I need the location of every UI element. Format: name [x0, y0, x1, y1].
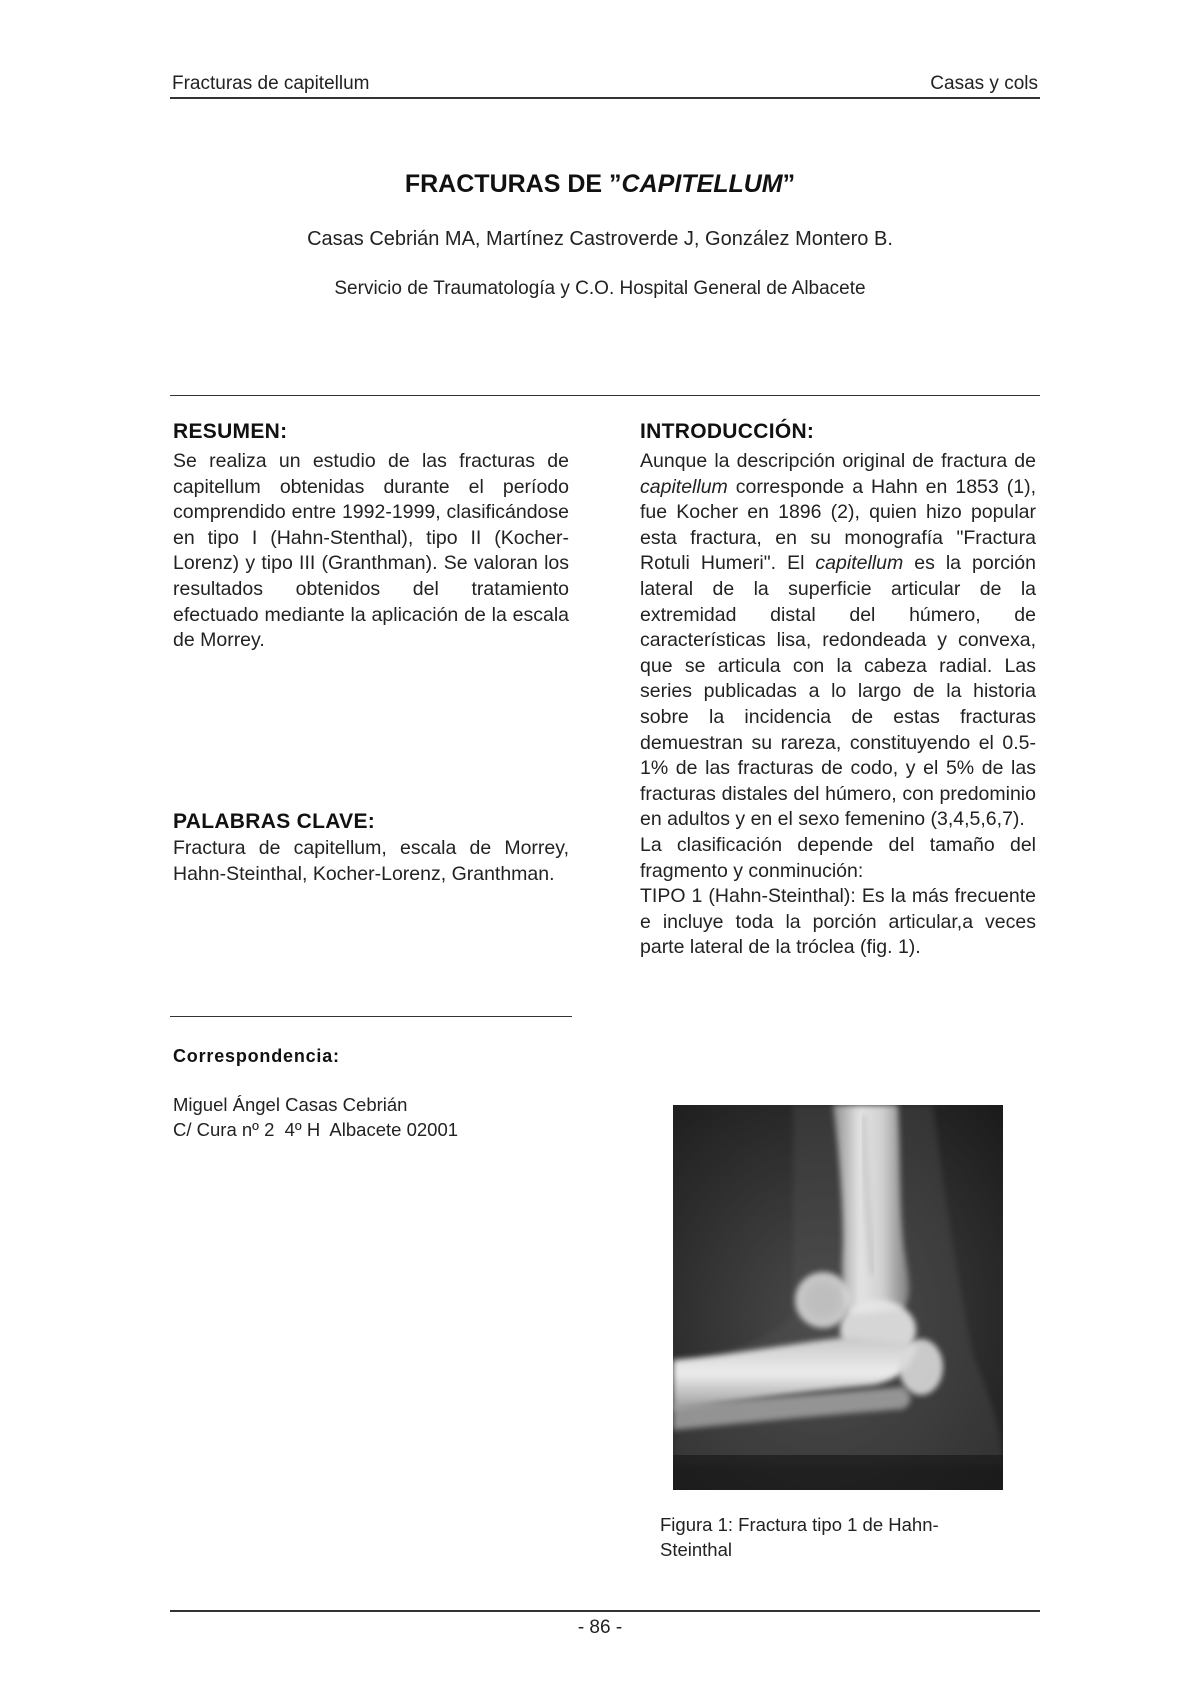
- header-rule: [170, 97, 1040, 99]
- correspondence-address: C/ Cura nº 2 4º H Albacete 02001: [173, 1119, 459, 1140]
- title-divider: [170, 395, 1040, 396]
- intro-paragraph-1: Aunque la descripción original de fractura de capitellum corresponde a Hahn en 1853 (1), fue Kocher en 1896 (2), quien hizo popular esta fractura, en su monografía "Fractura Rotuli Humeri". El capitellum es la porción lateral de la superficie articular de la extremidad distal del húmero, de características lisa, redondeada y convexa, que se articula con la cabeza radial. Las series publicadas a lo largo de la historia sobre la incidencia de estas fracturas demuestran su rareza, constituyendo el 0.5-1% de las fracturas de codo, y el 5% de las fracturas distales del húmero, con predominio en adultos y en el sexo femenino (3,4,5,6,7).: [640, 450, 1036, 831]
- footer-rule: [170, 1610, 1040, 1612]
- elbow-xray-figure: [673, 1105, 1003, 1490]
- palabras-clave-heading: PALABRAS CLAVE:: [173, 810, 376, 833]
- introduccion-text: [640, 449, 1036, 961]
- affiliation: Servicio de Traumatología y C.O. Hospital General de Albacete: [334, 278, 866, 299]
- article-title: FRACTURAS DE ”CAPITELLUM”: [404, 170, 796, 198]
- running-header-right: Casas y cols: [930, 73, 1038, 94]
- resumen-text: Se realiza un estudio de las fracturas de capitellum obtenidas durante el período comprendido entre 1992-1999, clasificándose en tipo I (Hahn-Stenthal), tipo II (Kocher-Lorenz) y tipo III (Granthman). Se valoran los resultados obtenidos del tratamiento efectuado mediante la aplicación de la escala de Morrey.: [173, 450, 569, 652]
- intro-paragraph-2: La clasificación depende del tamaño del fragmento y conminución:: [640, 833, 1036, 882]
- xray-image: [673, 1105, 1003, 1490]
- intro-paragraph-3: TIPO 1 (Hahn-Steinthal): Es la más frecuente e incluye toda la porción articular,a veces parte lateral de la tróclea (fig. 1).: [640, 885, 1036, 959]
- palabras-clave-text: Fractura de capitellum, escala de Morrey, Hahn-Steinthal, Kocher-Lorenz, Granthman.: [173, 837, 569, 885]
- figure-caption: Figura 1: Fractura tipo 1 de Hahn-Steinthal: [660, 1514, 939, 1560]
- correspondence-divider: [170, 1016, 572, 1017]
- author-list: Casas Cebrián MA, Martínez Castroverde J, González Montero B.: [307, 228, 893, 250]
- running-header-left: Fracturas de capitellum: [172, 73, 370, 94]
- resumen-heading: RESUMEN:: [173, 420, 288, 443]
- correspondence-name: Miguel Ángel Casas Cebrián: [173, 1094, 408, 1115]
- introduccion-heading: INTRODUCCIÓN:: [640, 420, 815, 443]
- correspondence-block: [173, 1092, 569, 1142]
- page-number: - 86 -: [577, 1617, 623, 1638]
- correspondencia-heading: Correspondencia:: [173, 1046, 340, 1066]
